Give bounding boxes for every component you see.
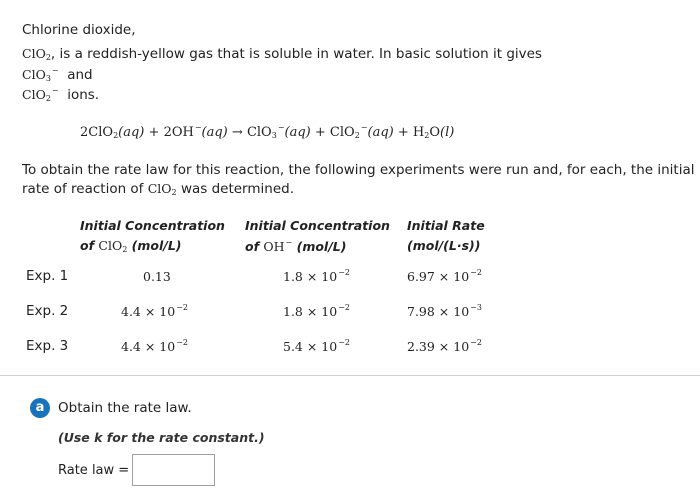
row-label-exp1: Exp. 1 [26,268,69,284]
clo2-formula: ClO$_2$ [147,181,177,197]
intro-line-4: ClO$_2$− ions. [22,86,100,103]
col2-header-line2: of OH− (mol/L) [245,238,347,254]
rate-law-label: Rate law = [58,463,130,478]
oh-formula: OH− [263,238,293,254]
part-a-badge: a [30,398,50,418]
clo2-formula: ClO$_2$ [22,46,51,62]
rate-law-answer-input[interactable] [132,454,215,486]
exp1-clo2-conc: 0.13 [143,269,171,284]
col3-header-line2: (mol/(L·s)) [407,238,481,253]
paragraph-line-2: rate of reaction of ClO$_2$ was determined. [22,181,294,197]
exp3-oh-conc: $5.4 \times 10^{-2}$ [283,338,351,354]
exp3-clo2-conc: $4.4 \times 10^{-2}$ [121,338,189,354]
exp2-rate: $7.98 \times 10^{-3}$ [407,303,482,319]
reaction-arrow: → [231,125,243,140]
intro-line-3: ClO$_3$− and [22,66,93,83]
section-divider [0,375,700,376]
clo2-ion-formula: ClO$_2$− [22,86,59,103]
paragraph-line-1: To obtain the rate law for this reaction, the following experiments were run and, for each, the initial [22,162,695,178]
col2-header-line1: Initial Concentration [245,218,390,233]
intro-line-1: Chlorine dioxide, [22,22,136,38]
clo3-formula: ClO$_3$− [22,66,59,83]
exp3-rate: $2.39 \times 10^{-2}$ [407,338,482,354]
exp2-clo2-conc: $4.4 \times 10^{-2}$ [121,303,189,319]
part-a-prompt: Obtain the rate law. [58,400,192,416]
intro-line-2: ClO$_2$, is a reddish-yellow gas that is soluble in water. In basic solution it gives [22,46,542,62]
col1-header-line1: Initial Concentration [80,218,225,233]
col1-header-line2: of ClO$_2$ (mol/L) [80,238,182,254]
exp1-oh-conc: $1.8 \times 10^{-2}$ [283,268,351,284]
col3-header-line1: Initial Rate [407,218,485,233]
exp1-rate: $6.97 \times 10^{-2}$ [407,268,482,284]
row-label-exp3: Exp. 3 [26,338,69,354]
reaction-equation: $2ClO_2(aq) + 2OH^-(aq) \to ClO_3^-(aq) + ClO_2^-(aq) + H_2O(l)$ [80,123,455,140]
exp2-oh-conc: $1.8 \times 10^{-2}$ [283,303,351,319]
clo2-formula: ClO$_2$ [98,238,128,254]
row-label-exp2: Exp. 2 [26,303,69,319]
part-a-note: (Use k for the rate constant.) [58,430,265,445]
